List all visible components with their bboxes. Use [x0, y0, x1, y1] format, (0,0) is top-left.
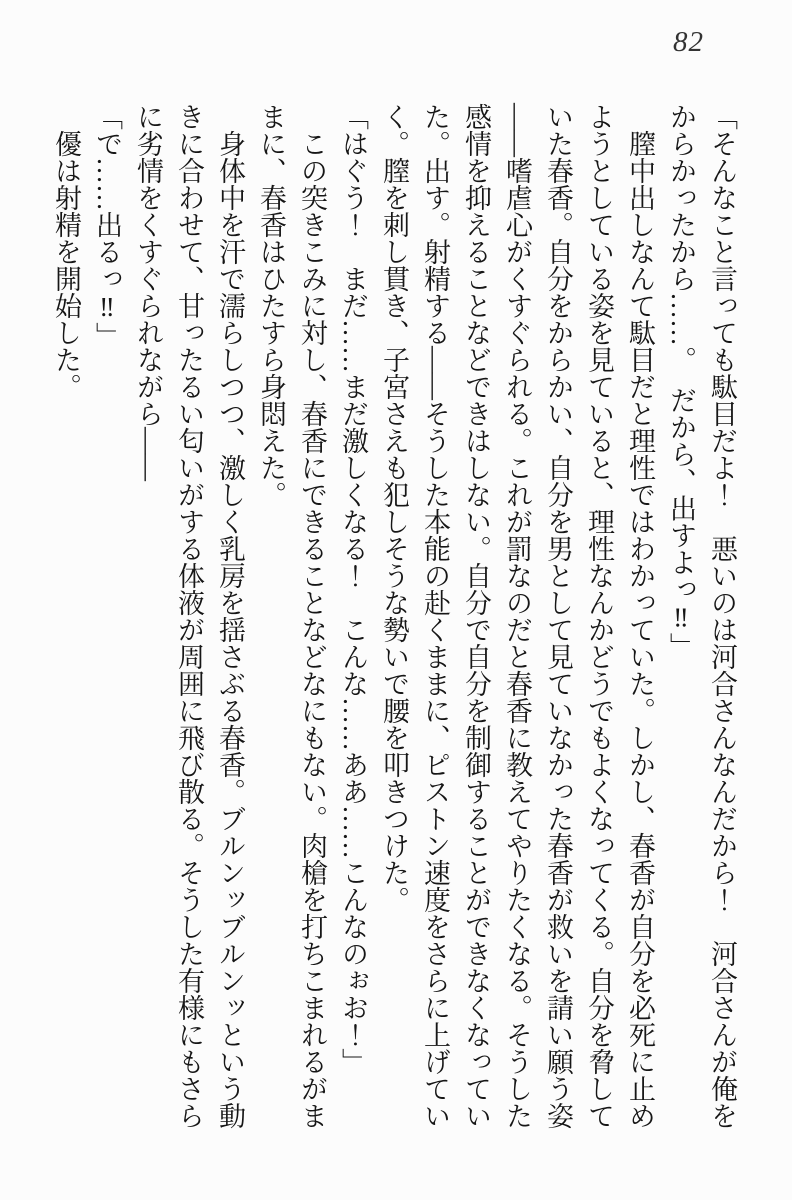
narration-line: からかったから……。 だから、出すよっ‼」 — [666, 103, 696, 660]
narration-line: に劣情をくすぐられながら―― — [133, 103, 163, 481]
narration-line: この突きこみに対し、春香にできることなどなにもない。肉槍を打ちこまれるがま — [297, 130, 327, 1129]
page-text — [45, 103, 742, 1147]
dialogue-line: 「そんなこと言っても駄目だよ！ 悪いのは河合さんなんだから！ 河合さんが俺を — [707, 103, 737, 1129]
narration-line: ――嗜虐心がくすぐられる。これが罰なのだと春香に教えてやりたくなる。そうした — [502, 103, 532, 1129]
narration-line: 身体中を汗で濡らしつつ、激しく乳房を揺さぶる春香。ブルンッブルンッという動 — [215, 130, 245, 1129]
narration-line: く。膣を刺し貫き、子宮さえも犯しそうな勢いで腰を叩きつけた。 — [379, 103, 409, 913]
narration-line: 感情を抑えることなどできはしない。自分で自分を制御することができなくなってい — [461, 103, 491, 1129]
narration-line: た。出す。射精する――そうした本能の赴くままに、ピストン速度をさらに上げてい — [420, 103, 450, 1129]
narration-line: ようとしている姿を見ていると、理性なんかどうでもよくなってくる。自分を脅して — [584, 103, 614, 1129]
narration-line: きに合わせて、甘ったるい匂いがする体液が周囲に飛び散る。そうした有様にもさら — [174, 103, 204, 1129]
dialogue-line: 「はぐう！ まだ……まだ激しくなる！ こんな……ああ……こんなのぉお！」 — [338, 103, 368, 1075]
narration-line: 膣中出しなんて駄目だと理性ではわかっていた。しかし、春香が自分を必死に止め — [625, 130, 655, 1129]
narration-line: いた春香。自分をからかい、自分を男として見ていなかった春香が救いを請い願う姿 — [543, 103, 573, 1129]
narration-line: 優は射精を開始した。 — [51, 130, 81, 400]
narration-line: まに、春香はひたすら身悶えた。 — [256, 103, 286, 508]
dialogue-line: 「で……出るっ‼」 — [92, 103, 122, 349]
page-number: 82 — [673, 26, 704, 58]
